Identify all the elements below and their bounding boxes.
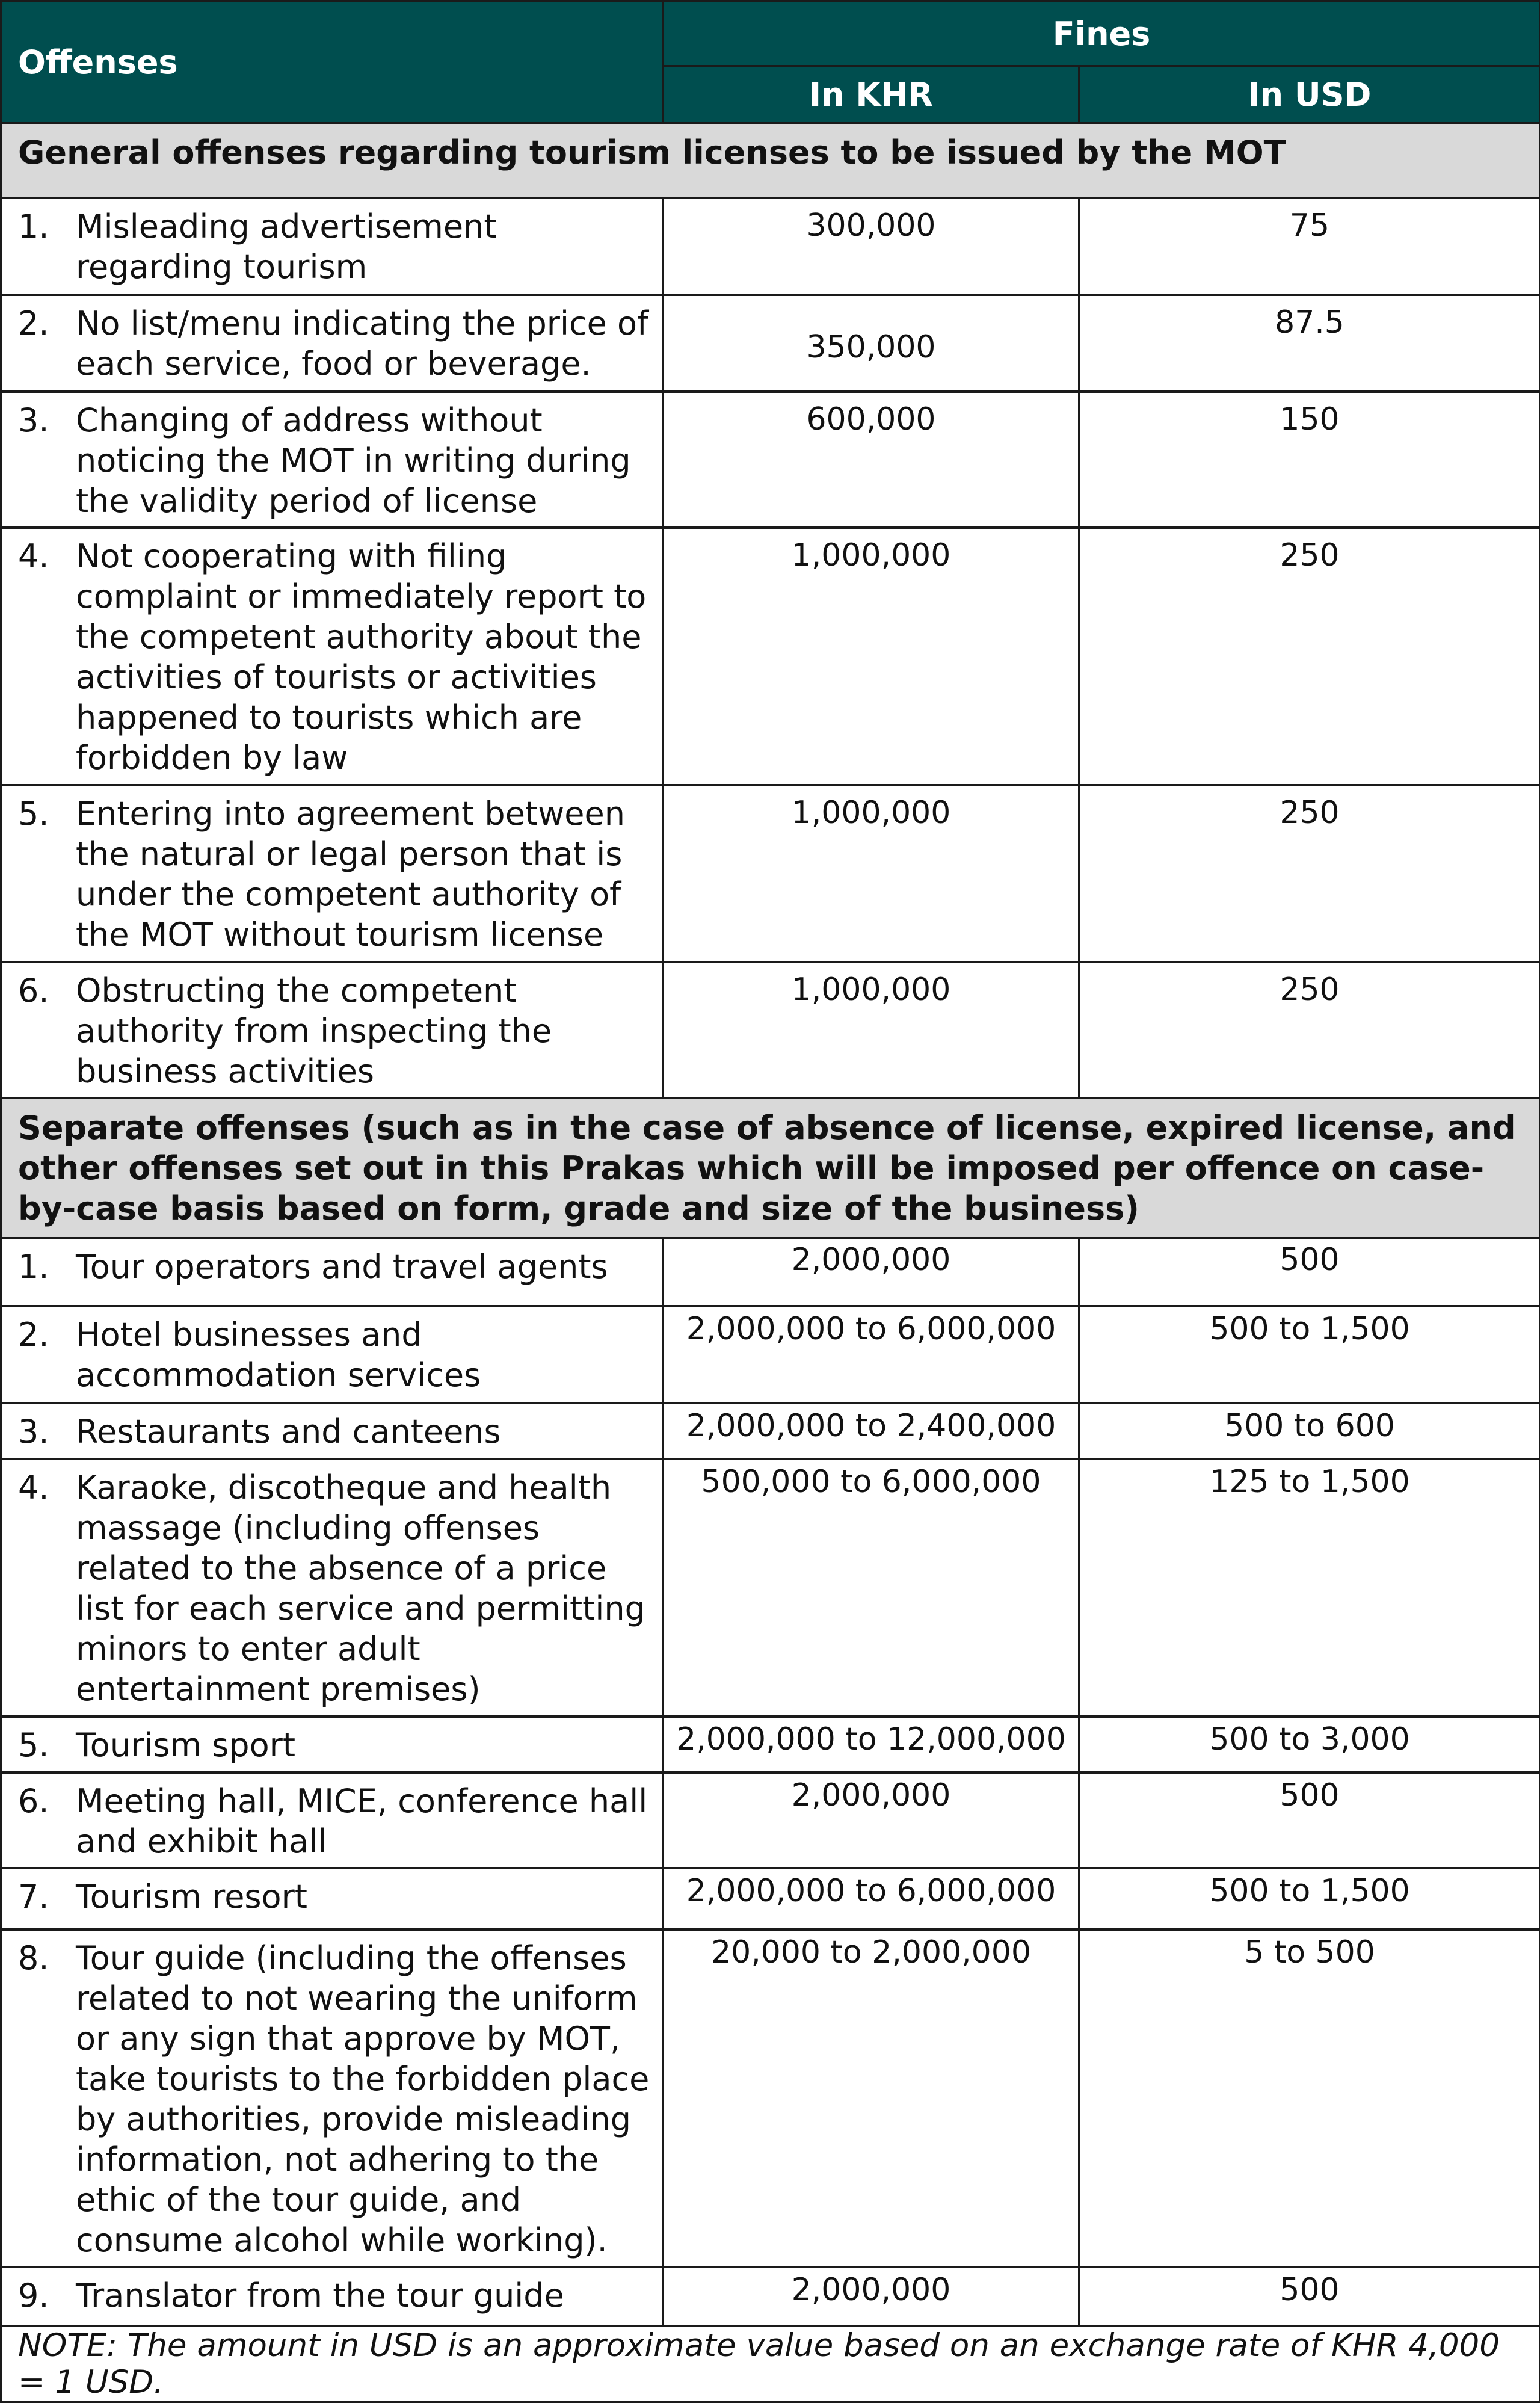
table-row bbox=[1, 1459, 1540, 1717]
offense-text: Meeting hall, MICE, conference hall and exhibit hall bbox=[76, 1782, 648, 1860]
offense-text: Not cooperating with filing complaint or immediately report to the competent authority about the activities of tourists or activities happened to tourists which are forbidden by law bbox=[76, 537, 647, 777]
fine-usd: 5 to 500 bbox=[1079, 1929, 1540, 2267]
fine-khr: 350,000 bbox=[663, 295, 1079, 392]
fine-khr: 2,000,000 bbox=[663, 1772, 1079, 1868]
offense-text: Tour guide (including the offenses related to not wearing the uniform or any sign that approve by MOT, take tourists to the forbidden place by authorities, provide misleading information, not adhering to the ethic of the tour guide, and consume alcohol while working). bbox=[76, 1939, 650, 2259]
offense-number: 4. bbox=[18, 537, 49, 575]
offense-number: 6. bbox=[18, 1782, 49, 1820]
offense-number: 5. bbox=[18, 795, 49, 833]
fine-usd: 500 bbox=[1079, 1772, 1540, 1868]
header-fines: Fines bbox=[663, 1, 1540, 66]
offense-number: 3. bbox=[18, 401, 49, 439]
fine-khr: 2,000,000 to 12,000,000 bbox=[663, 1717, 1079, 1772]
fine-khr: 2,000,000 to 6,000,000 bbox=[663, 1868, 1079, 1929]
offense-text: Entering into agreement between the natural or legal person that is under the competent authority of the MOT without tourism license bbox=[76, 795, 625, 954]
offense-text: Obstructing the competent authority from inspecting the business activities bbox=[76, 972, 552, 1090]
table-row bbox=[1, 295, 1540, 392]
offense-cell bbox=[1, 1868, 663, 1929]
fine-khr: 1,000,000 bbox=[663, 528, 1079, 785]
offense-text: Karaoke, discotheque and health massage (including offenses related to the absence of a price list for each service and permitting minors to enter adult entertainment premises) bbox=[76, 1469, 645, 1708]
offense-text: Translator from the tour guide bbox=[76, 2277, 564, 2315]
fine-khr: 2,000,000 bbox=[663, 2267, 1079, 2326]
section-title: Separate offenses (such as in the case of absence of license, expired license, and other offenses set out in this Prakas which will be imposed per offence on case-by-case basis based on form, grade and size of the business) bbox=[1, 1098, 1540, 1238]
table-row bbox=[1, 962, 1540, 1098]
fine-khr: 300,000 bbox=[663, 198, 1079, 295]
offense-number: 1. bbox=[18, 1248, 49, 1286]
offense-number: 3. bbox=[18, 1413, 49, 1451]
offense-number: 5. bbox=[18, 1726, 49, 1764]
fine-usd: 500 bbox=[1079, 1238, 1540, 1306]
table-row bbox=[1, 1868, 1540, 1929]
fine-usd: 250 bbox=[1079, 785, 1540, 962]
table-row bbox=[1, 1238, 1540, 1306]
fine-usd: 500 to 600 bbox=[1079, 1403, 1540, 1459]
fine-khr: 2,000,000 to 2,400,000 bbox=[663, 1403, 1079, 1459]
fine-usd: 125 to 1,500 bbox=[1079, 1459, 1540, 1717]
fine-khr: 500,000 to 6,000,000 bbox=[663, 1459, 1079, 1717]
fine-usd: 500 to 1,500 bbox=[1079, 1868, 1540, 1929]
header-offenses: Offenses bbox=[1, 1, 663, 123]
offense-number: 2. bbox=[18, 304, 49, 342]
table-row bbox=[1, 785, 1540, 962]
offense-number: 4. bbox=[18, 1469, 49, 1507]
offense-cell bbox=[1, 1306, 663, 1403]
offense-number: 1. bbox=[18, 208, 49, 245]
table-row bbox=[1, 392, 1540, 528]
table-row bbox=[1, 1929, 1540, 2267]
offense-text: Tourism sport bbox=[76, 1726, 296, 1764]
fine-usd: 87.5 bbox=[1079, 295, 1540, 392]
fine-usd: 250 bbox=[1079, 528, 1540, 785]
offense-text: Tourism resort bbox=[76, 1878, 307, 1916]
offense-number: 8. bbox=[18, 1939, 49, 1977]
fine-khr: 20,000 to 2,000,000 bbox=[663, 1929, 1079, 2267]
table-row bbox=[1, 2267, 1540, 2326]
fine-usd: 75 bbox=[1079, 198, 1540, 295]
offense-cell bbox=[1, 528, 663, 785]
offense-number: 2. bbox=[18, 1316, 49, 1354]
section-title: General offenses regarding tourism licenses to be issued by the MOT bbox=[1, 123, 1540, 198]
fine-khr: 600,000 bbox=[663, 392, 1079, 528]
offense-cell bbox=[1, 1772, 663, 1868]
table-row bbox=[1, 1772, 1540, 1868]
fine-usd: 250 bbox=[1079, 962, 1540, 1098]
offense-cell bbox=[1, 1929, 663, 2267]
table-row bbox=[1, 198, 1540, 295]
header-row-1 bbox=[1, 1, 1540, 66]
section-header-separate bbox=[1, 1098, 1540, 1238]
table-row bbox=[1, 1717, 1540, 1772]
fine-khr: 2,000,000 to 6,000,000 bbox=[663, 1306, 1079, 1403]
offense-cell bbox=[1, 2267, 663, 2326]
offense-number: 6. bbox=[18, 972, 49, 1010]
offense-text: No list/menu indicating the price of each service, food or beverage. bbox=[76, 304, 649, 383]
offense-cell bbox=[1, 1717, 663, 1772]
fine-khr: 1,000,000 bbox=[663, 785, 1079, 962]
fine-usd: 150 bbox=[1079, 392, 1540, 528]
offense-text: Restaurants and canteens bbox=[76, 1413, 501, 1451]
offense-cell bbox=[1, 295, 663, 392]
offense-text: Changing of address without noticing the MOT in writing during the validity period of license bbox=[76, 401, 631, 520]
fine-usd: 500 to 3,000 bbox=[1079, 1717, 1540, 1772]
offense-number: 7. bbox=[18, 1878, 49, 1916]
header-usd: In USD bbox=[1079, 66, 1540, 123]
fine-khr: 1,000,000 bbox=[663, 962, 1079, 1098]
offense-cell bbox=[1, 392, 663, 528]
fine-khr: 2,000,000 bbox=[663, 1238, 1079, 1306]
note-row bbox=[1, 2326, 1540, 2402]
header-khr: In KHR bbox=[663, 66, 1079, 123]
offense-cell bbox=[1, 198, 663, 295]
offense-cell bbox=[1, 1459, 663, 1717]
offense-text: Misleading advertisement regarding tourism bbox=[76, 208, 497, 286]
offense-number: 9. bbox=[18, 2277, 49, 2315]
fine-usd: 500 bbox=[1079, 2267, 1540, 2326]
offense-text: Tour operators and travel agents bbox=[76, 1248, 608, 1286]
offense-cell bbox=[1, 962, 663, 1098]
fine-usd: 500 to 1,500 bbox=[1079, 1306, 1540, 1403]
table-row bbox=[1, 1306, 1540, 1403]
exchange-rate-note: NOTE: The amount in USD is an approximate value based on an exchange rate of KHR 4,000 = 1 USD. bbox=[1, 2326, 1540, 2402]
offense-cell bbox=[1, 1403, 663, 1459]
section-header-general bbox=[1, 123, 1540, 198]
offense-text: Hotel businesses and accommodation services bbox=[76, 1316, 481, 1394]
table-row bbox=[1, 528, 1540, 785]
table-row bbox=[1, 1403, 1540, 1459]
offense-cell bbox=[1, 1238, 663, 1306]
offense-cell bbox=[1, 785, 663, 962]
